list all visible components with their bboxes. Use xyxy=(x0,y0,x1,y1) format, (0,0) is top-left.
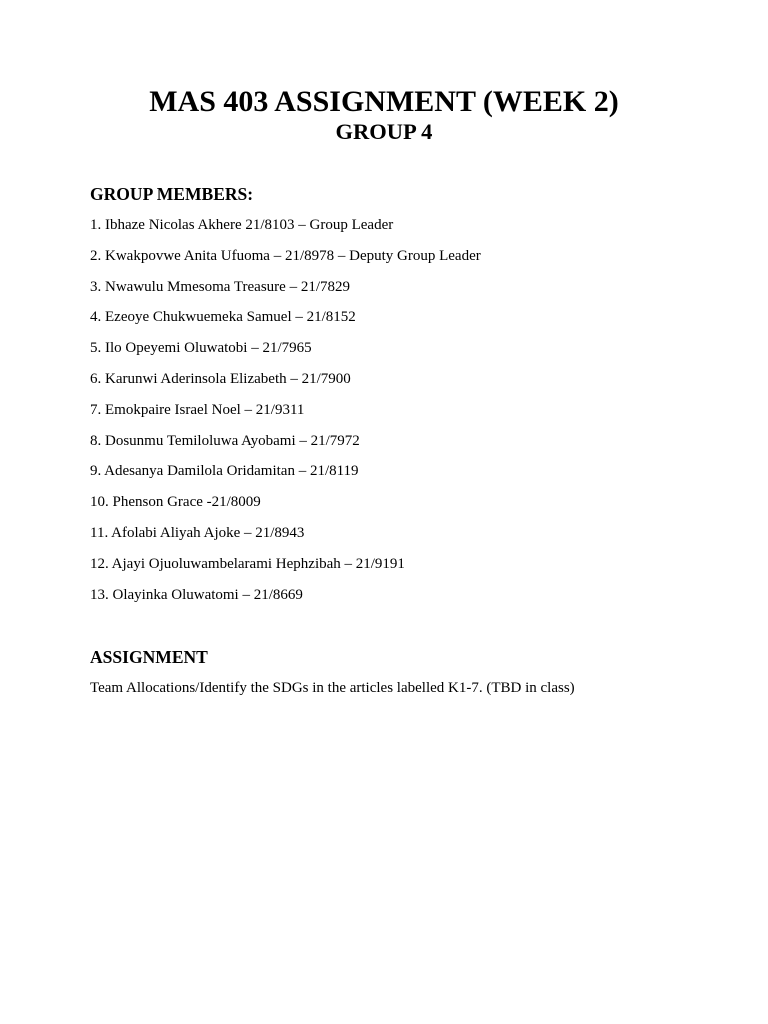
list-item: 13. Olayinka Oluwatomi – 21/8669 xyxy=(90,586,303,603)
members-heading: GROUP MEMBERS: xyxy=(90,184,254,204)
assignment-heading: ASSIGNMENT xyxy=(90,647,208,667)
list-item: 5. Ilo Opeyemi Oluwatobi – 21/7965 xyxy=(90,340,312,357)
list-item: 7. Emokpaire Israel Noel – 21/9311 xyxy=(90,401,305,418)
list-item: 8. Dosunmu Temiloluwa Ayobami – 21/7972 xyxy=(90,432,360,449)
list-item: 9. Adesanya Damilola Oridamitan – 21/8119 xyxy=(90,463,359,480)
list-item: 3. Nwawulu Mmesoma Treasure – 21/7829 xyxy=(90,278,350,295)
members-list xyxy=(90,216,481,616)
document-title: MAS 403 ASSIGNMENT (WEEK 2) xyxy=(149,85,619,118)
group-number: GROUP 4 xyxy=(335,119,433,144)
list-item: 10. Phenson Grace -21/8009 xyxy=(90,494,261,511)
list-item: 11. Afolabi Aliyah Ajoke – 21/8943 xyxy=(90,524,305,541)
assignment-text: Team Allocations/Identify the SDGs in the articles labelled K1-7. (TBD in class) xyxy=(90,680,575,696)
list-item: 4. Ezeoye Chukwuemeka Samuel – 21/8152 xyxy=(90,309,356,326)
list-item: 6. Karunwi Aderinsola Elizabeth – 21/7900 xyxy=(90,370,351,387)
list-item: 1. Ibhaze Nicolas Akhere 21/8103 – Group Leader xyxy=(90,217,394,233)
list-item: 2. Kwakpovwe Anita Ufuoma – 21/8978 – Deputy Group Leader xyxy=(90,247,481,264)
list-item: 12. Ajayi Ojuoluwambelarami Hephzibah – 21/9191 xyxy=(90,555,405,572)
